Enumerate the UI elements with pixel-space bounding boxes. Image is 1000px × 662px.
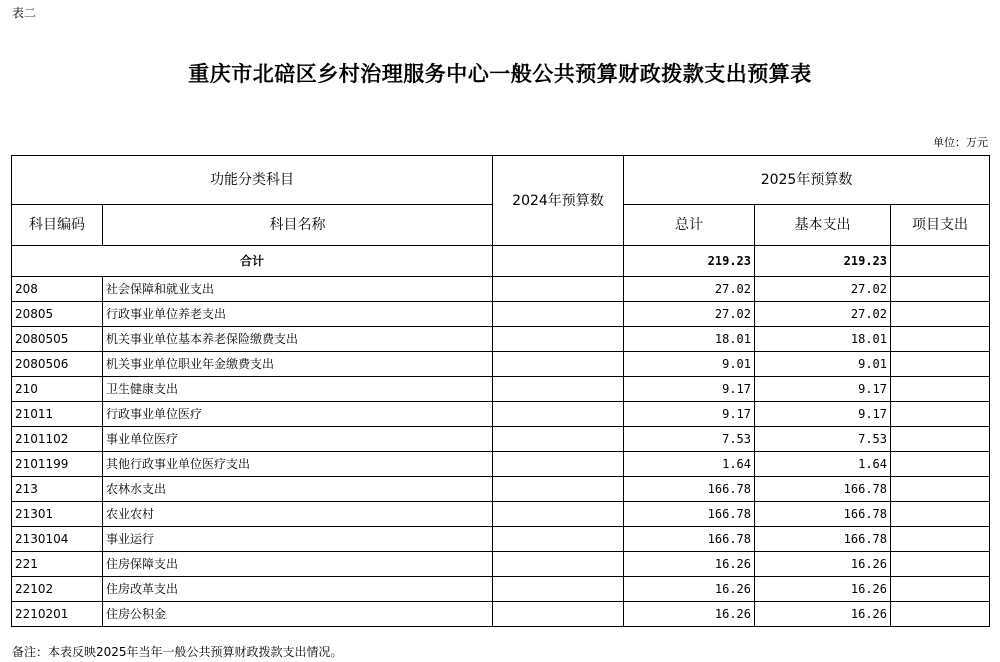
row-total: 16.26 bbox=[624, 602, 755, 627]
row-project bbox=[891, 527, 990, 552]
row-basic: 16.26 bbox=[755, 602, 891, 627]
row-code: 2080506 bbox=[12, 352, 103, 377]
row-code: 21301 bbox=[12, 502, 103, 527]
total-basic: 219.23 bbox=[755, 246, 891, 277]
row-total: 166.78 bbox=[624, 477, 755, 502]
row-code: 2101199 bbox=[12, 452, 103, 477]
row-prev-budget bbox=[493, 577, 624, 602]
table-row bbox=[12, 327, 990, 352]
table-row bbox=[12, 427, 990, 452]
row-project bbox=[891, 602, 990, 627]
row-project bbox=[891, 277, 990, 302]
header-code: 科目编码 bbox=[12, 205, 103, 246]
row-name: 事业单位医疗 bbox=[103, 427, 493, 452]
unit-label: 单位：万元 bbox=[933, 136, 988, 149]
row-code: 21011 bbox=[12, 402, 103, 427]
table-row bbox=[12, 452, 990, 477]
row-basic: 27.02 bbox=[755, 302, 891, 327]
table-row bbox=[12, 277, 990, 302]
table-row bbox=[12, 352, 990, 377]
row-prev-budget bbox=[493, 377, 624, 402]
row-project bbox=[891, 327, 990, 352]
row-total: 166.78 bbox=[624, 502, 755, 527]
header-project: 项目支出 bbox=[891, 205, 990, 246]
row-basic: 166.78 bbox=[755, 527, 891, 552]
row-prev-budget bbox=[493, 502, 624, 527]
row-project bbox=[891, 352, 990, 377]
header-curr-budget: 2025年预算数 bbox=[624, 156, 990, 205]
header-name: 科目名称 bbox=[103, 205, 493, 246]
row-name: 机关事业单位职业年金缴费支出 bbox=[103, 352, 493, 377]
row-code: 2210201 bbox=[12, 602, 103, 627]
row-total: 16.26 bbox=[624, 577, 755, 602]
row-basic: 7.53 bbox=[755, 427, 891, 452]
row-basic: 27.02 bbox=[755, 277, 891, 302]
row-total: 166.78 bbox=[624, 527, 755, 552]
table-row bbox=[12, 402, 990, 427]
table-row bbox=[12, 577, 990, 602]
row-prev-budget bbox=[493, 552, 624, 577]
row-name: 机关事业单位基本养老保险缴费支出 bbox=[103, 327, 493, 352]
row-name: 事业运行 bbox=[103, 527, 493, 552]
row-total: 27.02 bbox=[624, 277, 755, 302]
table-row bbox=[12, 502, 990, 527]
row-name: 行政事业单位医疗 bbox=[103, 402, 493, 427]
row-code: 2080505 bbox=[12, 327, 103, 352]
row-basic: 9.17 bbox=[755, 377, 891, 402]
table-row bbox=[12, 552, 990, 577]
row-basic: 16.26 bbox=[755, 552, 891, 577]
footnote: 备注：本表反映2025年当年一般公共预算财政拨款支出情况。 bbox=[12, 645, 343, 659]
row-code: 221 bbox=[12, 552, 103, 577]
row-name: 行政事业单位养老支出 bbox=[103, 302, 493, 327]
row-basic: 166.78 bbox=[755, 477, 891, 502]
row-code: 2130104 bbox=[12, 527, 103, 552]
row-prev-budget bbox=[493, 527, 624, 552]
row-total: 18.01 bbox=[624, 327, 755, 352]
row-code: 2101102 bbox=[12, 427, 103, 452]
row-code: 213 bbox=[12, 477, 103, 502]
total-prev-budget bbox=[493, 246, 624, 277]
row-basic: 9.01 bbox=[755, 352, 891, 377]
row-name: 住房公积金 bbox=[103, 602, 493, 627]
row-name: 住房保障支出 bbox=[103, 552, 493, 577]
header-prev-budget: 2024年预算数 bbox=[493, 156, 624, 246]
row-name: 其他行政事业单位医疗支出 bbox=[103, 452, 493, 477]
row-prev-budget bbox=[493, 427, 624, 452]
row-basic: 1.64 bbox=[755, 452, 891, 477]
row-prev-budget bbox=[493, 327, 624, 352]
table-row bbox=[12, 602, 990, 627]
table-row bbox=[12, 527, 990, 552]
row-name: 农业农村 bbox=[103, 502, 493, 527]
total-label: 合计 bbox=[12, 246, 493, 277]
row-total: 7.53 bbox=[624, 427, 755, 452]
row-prev-budget bbox=[493, 477, 624, 502]
row-name: 卫生健康支出 bbox=[103, 377, 493, 402]
row-code: 208 bbox=[12, 277, 103, 302]
row-code: 22102 bbox=[12, 577, 103, 602]
row-name: 农林水支出 bbox=[103, 477, 493, 502]
row-prev-budget bbox=[493, 402, 624, 427]
total-row bbox=[12, 246, 990, 277]
row-project bbox=[891, 427, 990, 452]
table-number-label: 表二 bbox=[12, 6, 37, 20]
row-total: 16.26 bbox=[624, 552, 755, 577]
row-project bbox=[891, 377, 990, 402]
row-code: 20805 bbox=[12, 302, 103, 327]
header-total: 总计 bbox=[624, 205, 755, 246]
row-project bbox=[891, 452, 990, 477]
table-row bbox=[12, 302, 990, 327]
row-project bbox=[891, 477, 990, 502]
row-prev-budget bbox=[493, 352, 624, 377]
row-project bbox=[891, 302, 990, 327]
row-name: 住房改革支出 bbox=[103, 577, 493, 602]
row-project bbox=[891, 552, 990, 577]
page-title: 重庆市北碚区乡村治理服务中心一般公共预算财政拨款支出预算表 bbox=[188, 62, 812, 86]
total-sum: 219.23 bbox=[624, 246, 755, 277]
table-row bbox=[12, 477, 990, 502]
row-project bbox=[891, 502, 990, 527]
row-name: 社会保障和就业支出 bbox=[103, 277, 493, 302]
row-total: 9.17 bbox=[624, 377, 755, 402]
row-basic: 166.78 bbox=[755, 502, 891, 527]
row-total: 9.01 bbox=[624, 352, 755, 377]
row-prev-budget bbox=[493, 277, 624, 302]
row-project bbox=[891, 577, 990, 602]
row-basic: 18.01 bbox=[755, 327, 891, 352]
row-total: 27.02 bbox=[624, 302, 755, 327]
row-prev-budget bbox=[493, 452, 624, 477]
header-func-category: 功能分类科目 bbox=[12, 156, 493, 205]
table-row bbox=[12, 377, 990, 402]
row-basic: 16.26 bbox=[755, 577, 891, 602]
budget-table bbox=[11, 155, 990, 627]
total-project bbox=[891, 246, 990, 277]
row-code: 210 bbox=[12, 377, 103, 402]
row-total: 9.17 bbox=[624, 402, 755, 427]
row-prev-budget bbox=[493, 602, 624, 627]
row-project bbox=[891, 402, 990, 427]
row-prev-budget bbox=[493, 302, 624, 327]
row-total: 1.64 bbox=[624, 452, 755, 477]
row-basic: 9.17 bbox=[755, 402, 891, 427]
header-basic: 基本支出 bbox=[755, 205, 891, 246]
